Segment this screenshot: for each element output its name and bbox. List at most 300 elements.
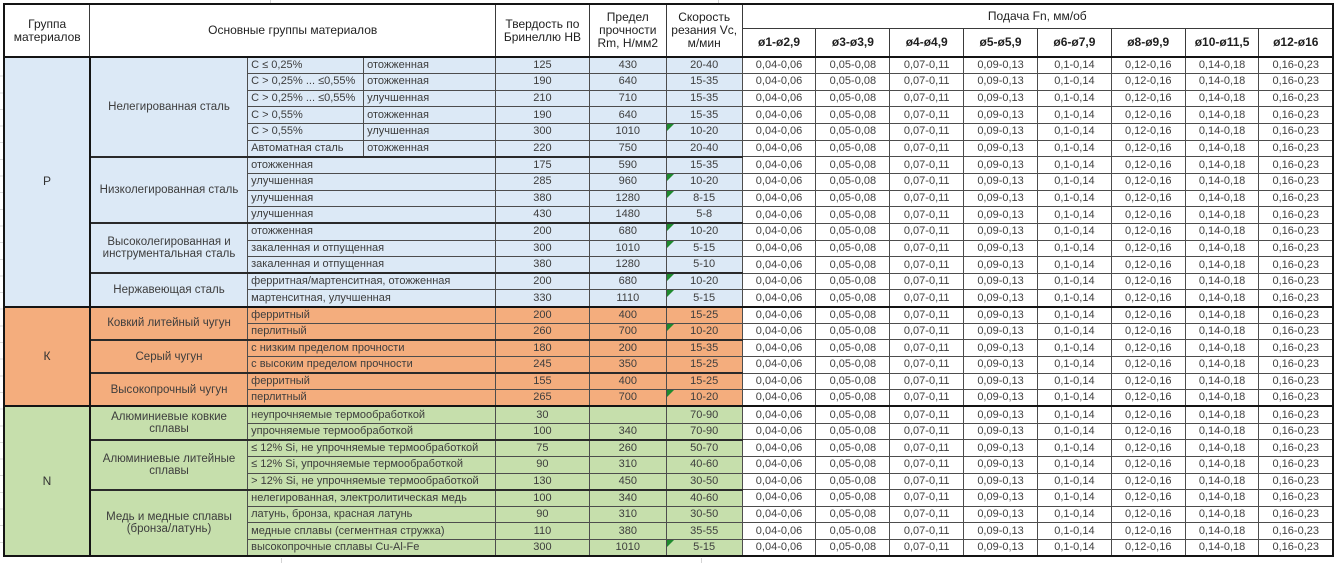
hardness-cell[interactable]: 210 — [496, 90, 590, 107]
speed-cell[interactable]: 10-20 — [666, 124, 742, 141]
condition-cell[interactable]: с низким пределом прочности — [248, 340, 496, 357]
feed-cell[interactable]: 0,05-0,08 — [816, 90, 890, 107]
feed-cell[interactable]: 0,1-0,14 — [1037, 506, 1111, 523]
speed-cell[interactable]: 40-60 — [666, 456, 742, 473]
feed-cell[interactable]: 0,09-0,13 — [964, 373, 1038, 390]
feed-cell[interactable]: 0,05-0,08 — [816, 290, 890, 307]
feed-cell[interactable]: 0,07-0,11 — [890, 74, 964, 91]
condition-cell[interactable]: ферритный — [248, 373, 496, 390]
feed-cell[interactable]: 0,05-0,08 — [816, 223, 890, 240]
hardness-cell[interactable]: 200 — [496, 273, 590, 290]
feed-cell[interactable]: 0,14-0,18 — [1185, 107, 1259, 124]
feed-cell[interactable]: 0,09-0,13 — [964, 90, 1038, 107]
strength-cell[interactable]: 680 — [589, 223, 666, 240]
header-cutting-speed[interactable]: Скорость резания Vc, м/мин — [666, 4, 742, 57]
header-diameter-range[interactable]: ø1-ø2,9 — [742, 28, 816, 57]
speed-cell[interactable]: 5-15 — [666, 240, 742, 257]
feed-cell[interactable]: 0,04-0,06 — [742, 506, 816, 523]
feed-cell[interactable]: 0,07-0,11 — [890, 506, 964, 523]
feed-cell[interactable]: 0,12-0,16 — [1111, 273, 1185, 290]
strength-cell[interactable]: 340 — [589, 490, 666, 507]
feed-cell[interactable]: 0,04-0,06 — [742, 157, 816, 174]
feed-cell[interactable]: 0,09-0,13 — [964, 423, 1038, 440]
feed-cell[interactable]: 0,04-0,06 — [742, 90, 816, 107]
condition-cell[interactable]: ≤ 12% Si, упрочняемые термообработкой — [248, 456, 496, 473]
feed-cell[interactable]: 0,05-0,08 — [816, 240, 890, 257]
feed-cell[interactable]: 0,16-0,23 — [1259, 157, 1333, 174]
header-main-material-groups[interactable]: Основные группы материалов — [90, 4, 496, 57]
subgroup-name-cell[interactable]: Высоколегированная и инструментальная сталь — [90, 223, 248, 273]
feed-cell[interactable]: 0,07-0,11 — [890, 473, 964, 490]
speed-cell[interactable]: 15-25 — [666, 307, 742, 324]
strength-cell[interactable]: 450 — [589, 473, 666, 490]
feed-cell[interactable]: 0,12-0,16 — [1111, 290, 1185, 307]
feed-cell[interactable]: 0,05-0,08 — [816, 540, 890, 557]
feed-cell[interactable]: 0,05-0,08 — [816, 340, 890, 357]
speed-cell[interactable]: 10-20 — [666, 223, 742, 240]
feed-cell[interactable]: 0,16-0,23 — [1259, 440, 1333, 457]
feed-cell[interactable]: 0,09-0,13 — [964, 357, 1038, 374]
feed-cell[interactable]: 0,09-0,13 — [964, 307, 1038, 324]
speed-cell[interactable]: 10-20 — [666, 173, 742, 190]
strength-cell[interactable]: 590 — [589, 157, 666, 174]
subgroup-name-cell[interactable]: Низколегированная сталь — [90, 157, 248, 224]
feed-cell[interactable]: 0,1-0,14 — [1037, 307, 1111, 324]
feed-cell[interactable]: 0,16-0,23 — [1259, 240, 1333, 257]
feed-cell[interactable]: 0,04-0,06 — [742, 540, 816, 557]
group-code-cell[interactable]: N — [4, 406, 90, 556]
speed-cell[interactable]: 30-50 — [666, 473, 742, 490]
condition-cell[interactable]: ≤ 12% Si, не упрочняемые термообработкой — [248, 440, 496, 457]
feed-cell[interactable]: 0,16-0,23 — [1259, 373, 1333, 390]
header-diameter-range[interactable]: ø6-ø7,9 — [1037, 28, 1111, 57]
feed-cell[interactable]: 0,12-0,16 — [1111, 173, 1185, 190]
strength-cell[interactable]: 1480 — [589, 207, 666, 224]
hardness-cell[interactable]: 300 — [496, 124, 590, 141]
hardness-cell[interactable]: 110 — [496, 523, 590, 540]
feed-cell[interactable]: 0,05-0,08 — [816, 506, 890, 523]
feed-cell[interactable]: 0,16-0,23 — [1259, 473, 1333, 490]
feed-cell[interactable]: 0,05-0,08 — [816, 257, 890, 274]
feed-cell[interactable]: 0,14-0,18 — [1185, 257, 1259, 274]
condition-cell[interactable]: перлитный — [248, 323, 496, 340]
feed-cell[interactable]: 0,04-0,06 — [742, 207, 816, 224]
feed-cell[interactable]: 0,14-0,18 — [1185, 140, 1259, 157]
header-feed[interactable]: Подача Fn, мм/об — [742, 4, 1333, 28]
state-cell[interactable]: улучшенная — [364, 124, 496, 141]
feed-cell[interactable]: 0,14-0,18 — [1185, 240, 1259, 257]
feed-cell[interactable]: 0,05-0,08 — [816, 57, 890, 74]
feed-cell[interactable]: 0,09-0,13 — [964, 223, 1038, 240]
feed-cell[interactable]: 0,07-0,11 — [890, 323, 964, 340]
feed-cell[interactable]: 0,1-0,14 — [1037, 373, 1111, 390]
feed-cell[interactable]: 0,1-0,14 — [1037, 440, 1111, 457]
feed-cell[interactable]: 0,05-0,08 — [816, 523, 890, 540]
feed-cell[interactable]: 0,04-0,06 — [742, 357, 816, 374]
speed-cell[interactable]: 70-90 — [666, 406, 742, 423]
speed-cell[interactable]: 5-10 — [666, 257, 742, 274]
feed-cell[interactable]: 0,05-0,08 — [816, 190, 890, 207]
feed-cell[interactable]: 0,04-0,06 — [742, 490, 816, 507]
condition-cell[interactable]: > 12% Si, не упрочняемые термообработкой — [248, 473, 496, 490]
hardness-cell[interactable]: 155 — [496, 373, 590, 390]
strength-cell[interactable] — [589, 406, 666, 423]
group-code-cell[interactable]: P — [4, 57, 90, 307]
feed-cell[interactable]: 0,14-0,18 — [1185, 340, 1259, 357]
condition-cell[interactable]: мартенситная, улучшенная — [248, 290, 496, 307]
speed-cell[interactable]: 15-35 — [666, 74, 742, 91]
state-cell[interactable]: отожженная — [364, 140, 496, 157]
condition-cell[interactable]: C ≤ 0,25% — [248, 57, 364, 74]
feed-cell[interactable]: 0,04-0,06 — [742, 257, 816, 274]
feed-cell[interactable]: 0,09-0,13 — [964, 173, 1038, 190]
hardness-cell[interactable]: 200 — [496, 307, 590, 324]
feed-cell[interactable]: 0,04-0,06 — [742, 373, 816, 390]
condition-cell[interactable]: закаленная и отпущенная — [248, 240, 496, 257]
feed-cell[interactable]: 0,12-0,16 — [1111, 473, 1185, 490]
feed-cell[interactable]: 0,12-0,16 — [1111, 357, 1185, 374]
feed-cell[interactable]: 0,07-0,11 — [890, 157, 964, 174]
strength-cell[interactable]: 430 — [589, 57, 666, 74]
strength-cell[interactable]: 640 — [589, 74, 666, 91]
feed-cell[interactable]: 0,1-0,14 — [1037, 140, 1111, 157]
header-brinell-hardness[interactable]: Твердость по Бринеллю HB — [496, 4, 590, 57]
feed-cell[interactable]: 0,1-0,14 — [1037, 207, 1111, 224]
feed-cell[interactable]: 0,05-0,08 — [816, 207, 890, 224]
feed-cell[interactable]: 0,1-0,14 — [1037, 107, 1111, 124]
feed-cell[interactable]: 0,04-0,06 — [742, 190, 816, 207]
speed-cell[interactable]: 10-20 — [666, 323, 742, 340]
feed-cell[interactable]: 0,1-0,14 — [1037, 456, 1111, 473]
feed-cell[interactable]: 0,09-0,13 — [964, 57, 1038, 74]
speed-cell[interactable]: 15-35 — [666, 90, 742, 107]
strength-cell[interactable]: 1280 — [589, 257, 666, 274]
hardness-cell[interactable]: 300 — [496, 240, 590, 257]
strength-cell[interactable]: 710 — [589, 90, 666, 107]
feed-cell[interactable]: 0,05-0,08 — [816, 473, 890, 490]
feed-cell[interactable]: 0,09-0,13 — [964, 107, 1038, 124]
feed-cell[interactable]: 0,09-0,13 — [964, 290, 1038, 307]
feed-cell[interactable]: 0,12-0,16 — [1111, 423, 1185, 440]
speed-cell[interactable]: 8-15 — [666, 190, 742, 207]
feed-cell[interactable]: 0,07-0,11 — [890, 540, 964, 557]
strength-cell[interactable]: 1110 — [589, 290, 666, 307]
feed-cell[interactable]: 0,09-0,13 — [964, 74, 1038, 91]
feed-cell[interactable]: 0,07-0,11 — [890, 406, 964, 423]
feed-cell[interactable]: 0,1-0,14 — [1037, 490, 1111, 507]
feed-cell[interactable]: 0,04-0,06 — [742, 340, 816, 357]
feed-cell[interactable]: 0,12-0,16 — [1111, 307, 1185, 324]
feed-cell[interactable]: 0,14-0,18 — [1185, 423, 1259, 440]
hardness-cell[interactable]: 90 — [496, 506, 590, 523]
feed-cell[interactable]: 0,14-0,18 — [1185, 406, 1259, 423]
feed-cell[interactable]: 0,05-0,08 — [816, 140, 890, 157]
feed-cell[interactable]: 0,16-0,23 — [1259, 257, 1333, 274]
feed-cell[interactable]: 0,16-0,23 — [1259, 390, 1333, 407]
speed-cell[interactable]: 30-50 — [666, 506, 742, 523]
feed-cell[interactable]: 0,07-0,11 — [890, 257, 964, 274]
feed-cell[interactable]: 0,12-0,16 — [1111, 440, 1185, 457]
condition-cell[interactable]: C > 0,55% — [248, 124, 364, 141]
feed-cell[interactable]: 0,16-0,23 — [1259, 357, 1333, 374]
speed-cell[interactable]: 15-25 — [666, 373, 742, 390]
feed-cell[interactable]: 0,05-0,08 — [816, 74, 890, 91]
feed-cell[interactable]: 0,16-0,23 — [1259, 207, 1333, 224]
speed-cell[interactable]: 5-15 — [666, 290, 742, 307]
strength-cell[interactable]: 640 — [589, 107, 666, 124]
speed-cell[interactable]: 50-70 — [666, 440, 742, 457]
hardness-cell[interactable]: 190 — [496, 107, 590, 124]
condition-cell[interactable]: C > 0,25% ... ≤0,55% — [248, 90, 364, 107]
feed-cell[interactable]: 0,16-0,23 — [1259, 107, 1333, 124]
condition-cell[interactable]: улучшенная — [248, 207, 496, 224]
speed-cell[interactable]: 5-15 — [666, 540, 742, 557]
feed-cell[interactable]: 0,14-0,18 — [1185, 124, 1259, 141]
strength-cell[interactable]: 700 — [589, 390, 666, 407]
feed-cell[interactable]: 0,05-0,08 — [816, 406, 890, 423]
condition-cell[interactable]: с высоким пределом прочности — [248, 357, 496, 374]
feed-cell[interactable]: 0,09-0,13 — [964, 390, 1038, 407]
strength-cell[interactable]: 380 — [589, 523, 666, 540]
feed-cell[interactable]: 0,1-0,14 — [1037, 173, 1111, 190]
speed-cell[interactable]: 15-35 — [666, 340, 742, 357]
strength-cell[interactable]: 310 — [589, 456, 666, 473]
strength-cell[interactable]: 700 — [589, 323, 666, 340]
feed-cell[interactable]: 0,16-0,23 — [1259, 223, 1333, 240]
feed-cell[interactable]: 0,09-0,13 — [964, 523, 1038, 540]
feed-cell[interactable]: 0,04-0,06 — [742, 173, 816, 190]
hardness-cell[interactable]: 175 — [496, 157, 590, 174]
feed-cell[interactable]: 0,1-0,14 — [1037, 406, 1111, 423]
feed-cell[interactable]: 0,04-0,06 — [742, 440, 816, 457]
feed-cell[interactable]: 0,05-0,08 — [816, 323, 890, 340]
feed-cell[interactable]: 0,04-0,06 — [742, 273, 816, 290]
feed-cell[interactable]: 0,05-0,08 — [816, 173, 890, 190]
feed-cell[interactable]: 0,09-0,13 — [964, 140, 1038, 157]
condition-cell[interactable]: Автоматная сталь — [248, 140, 364, 157]
subgroup-name-cell[interactable]: Ковкий литейный чугун — [90, 307, 248, 340]
state-cell[interactable]: улучшенная — [364, 90, 496, 107]
condition-cell[interactable]: ферритная/мартенситная, отожженная — [248, 273, 496, 290]
feed-cell[interactable]: 0,16-0,23 — [1259, 540, 1333, 557]
feed-cell[interactable]: 0,07-0,11 — [890, 440, 964, 457]
feed-cell[interactable]: 0,07-0,11 — [890, 207, 964, 224]
feed-cell[interactable]: 0,12-0,16 — [1111, 140, 1185, 157]
hardness-cell[interactable]: 75 — [496, 440, 590, 457]
speed-cell[interactable]: 15-35 — [666, 107, 742, 124]
feed-cell[interactable]: 0,07-0,11 — [890, 173, 964, 190]
feed-cell[interactable]: 0,05-0,08 — [816, 273, 890, 290]
feed-cell[interactable]: 0,14-0,18 — [1185, 357, 1259, 374]
feed-cell[interactable]: 0,09-0,13 — [964, 540, 1038, 557]
feed-cell[interactable]: 0,14-0,18 — [1185, 190, 1259, 207]
condition-cell[interactable]: ферритный — [248, 307, 496, 324]
feed-cell[interactable]: 0,09-0,13 — [964, 473, 1038, 490]
subgroup-name-cell[interactable]: Нелегированная сталь — [90, 57, 248, 157]
feed-cell[interactable]: 0,14-0,18 — [1185, 74, 1259, 91]
feed-cell[interactable]: 0,16-0,23 — [1259, 57, 1333, 74]
feed-cell[interactable]: 0,12-0,16 — [1111, 323, 1185, 340]
feed-cell[interactable]: 0,14-0,18 — [1185, 273, 1259, 290]
feed-cell[interactable]: 0,09-0,13 — [964, 207, 1038, 224]
feed-cell[interactable]: 0,09-0,13 — [964, 257, 1038, 274]
header-material-group[interactable]: Группа материалов — [4, 4, 90, 57]
feed-cell[interactable]: 0,1-0,14 — [1037, 273, 1111, 290]
feed-cell[interactable]: 0,07-0,11 — [890, 240, 964, 257]
condition-cell[interactable]: высокопрочные сплавы Cu-Al-Fe — [248, 540, 496, 557]
feed-cell[interactable]: 0,07-0,11 — [890, 373, 964, 390]
hardness-cell[interactable]: 260 — [496, 323, 590, 340]
feed-cell[interactable]: 0,16-0,23 — [1259, 423, 1333, 440]
feed-cell[interactable]: 0,14-0,18 — [1185, 57, 1259, 74]
feed-cell[interactable]: 0,04-0,06 — [742, 57, 816, 74]
speed-cell[interactable]: 20-40 — [666, 140, 742, 157]
feed-cell[interactable]: 0,12-0,16 — [1111, 406, 1185, 423]
feed-cell[interactable]: 0,16-0,23 — [1259, 340, 1333, 357]
feed-cell[interactable]: 0,05-0,08 — [816, 307, 890, 324]
feed-cell[interactable]: 0,04-0,06 — [742, 307, 816, 324]
feed-cell[interactable]: 0,1-0,14 — [1037, 124, 1111, 141]
feed-cell[interactable]: 0,14-0,18 — [1185, 90, 1259, 107]
feed-cell[interactable]: 0,09-0,13 — [964, 124, 1038, 141]
hardness-cell[interactable]: 130 — [496, 473, 590, 490]
feed-cell[interactable]: 0,16-0,23 — [1259, 323, 1333, 340]
feed-cell[interactable]: 0,12-0,16 — [1111, 373, 1185, 390]
feed-cell[interactable]: 0,07-0,11 — [890, 273, 964, 290]
feed-cell[interactable]: 0,05-0,08 — [816, 456, 890, 473]
feed-cell[interactable]: 0,04-0,06 — [742, 223, 816, 240]
condition-cell[interactable]: нелегированная, электролитическая медь — [248, 490, 496, 507]
strength-cell[interactable]: 750 — [589, 140, 666, 157]
feed-cell[interactable]: 0,14-0,18 — [1185, 390, 1259, 407]
header-diameter-range[interactable]: ø4-ø4,9 — [890, 28, 964, 57]
feed-cell[interactable]: 0,16-0,23 — [1259, 74, 1333, 91]
hardness-cell[interactable]: 100 — [496, 490, 590, 507]
feed-cell[interactable]: 0,16-0,23 — [1259, 190, 1333, 207]
feed-cell[interactable]: 0,12-0,16 — [1111, 523, 1185, 540]
hardness-cell[interactable]: 330 — [496, 290, 590, 307]
feed-cell[interactable]: 0,1-0,14 — [1037, 240, 1111, 257]
state-cell[interactable]: отожженная — [364, 74, 496, 91]
feed-cell[interactable]: 0,12-0,16 — [1111, 90, 1185, 107]
state-cell[interactable]: отожженная — [364, 57, 496, 74]
header-diameter-range[interactable]: ø12-ø16 — [1259, 28, 1333, 57]
state-cell[interactable]: отожженная — [364, 107, 496, 124]
feed-cell[interactable]: 0,07-0,11 — [890, 357, 964, 374]
feed-cell[interactable]: 0,12-0,16 — [1111, 74, 1185, 91]
feed-cell[interactable]: 0,09-0,13 — [964, 190, 1038, 207]
feed-cell[interactable]: 0,1-0,14 — [1037, 340, 1111, 357]
feed-cell[interactable]: 0,09-0,13 — [964, 440, 1038, 457]
strength-cell[interactable]: 1010 — [589, 240, 666, 257]
strength-cell[interactable]: 350 — [589, 357, 666, 374]
hardness-cell[interactable]: 30 — [496, 406, 590, 423]
feed-cell[interactable]: 0,16-0,23 — [1259, 140, 1333, 157]
feed-cell[interactable]: 0,14-0,18 — [1185, 290, 1259, 307]
feed-cell[interactable]: 0,14-0,18 — [1185, 307, 1259, 324]
hardness-cell[interactable]: 285 — [496, 173, 590, 190]
feed-cell[interactable]: 0,14-0,18 — [1185, 490, 1259, 507]
subgroup-name-cell[interactable]: Медь и медные сплавы (бронза/латунь) — [90, 490, 248, 557]
feed-cell[interactable]: 0,04-0,06 — [742, 140, 816, 157]
feed-cell[interactable]: 0,05-0,08 — [816, 157, 890, 174]
feed-cell[interactable]: 0,09-0,13 — [964, 273, 1038, 290]
feed-cell[interactable]: 0,12-0,16 — [1111, 490, 1185, 507]
feed-cell[interactable]: 0,12-0,16 — [1111, 506, 1185, 523]
hardness-cell[interactable]: 245 — [496, 357, 590, 374]
feed-cell[interactable]: 0,04-0,06 — [742, 107, 816, 124]
feed-cell[interactable]: 0,12-0,16 — [1111, 540, 1185, 557]
speed-cell[interactable]: 15-25 — [666, 357, 742, 374]
feed-cell[interactable]: 0,1-0,14 — [1037, 357, 1111, 374]
header-tensile-strength[interactable]: Предел прочности Rm, Н/мм2 — [589, 4, 666, 57]
feed-cell[interactable]: 0,16-0,23 — [1259, 506, 1333, 523]
feed-cell[interactable]: 0,1-0,14 — [1037, 473, 1111, 490]
feed-cell[interactable]: 0,12-0,16 — [1111, 340, 1185, 357]
feed-cell[interactable]: 0,07-0,11 — [890, 290, 964, 307]
feed-cell[interactable]: 0,1-0,14 — [1037, 323, 1111, 340]
feed-cell[interactable]: 0,12-0,16 — [1111, 107, 1185, 124]
feed-cell[interactable]: 0,07-0,11 — [890, 490, 964, 507]
speed-cell[interactable]: 10-20 — [666, 273, 742, 290]
feed-cell[interactable]: 0,09-0,13 — [964, 406, 1038, 423]
feed-cell[interactable]: 0,07-0,11 — [890, 107, 964, 124]
condition-cell[interactable]: улучшенная — [248, 173, 496, 190]
feed-cell[interactable]: 0,07-0,11 — [890, 190, 964, 207]
feed-cell[interactable]: 0,04-0,06 — [742, 74, 816, 91]
feed-cell[interactable]: 0,09-0,13 — [964, 157, 1038, 174]
feed-cell[interactable]: 0,09-0,13 — [964, 240, 1038, 257]
hardness-cell[interactable]: 300 — [496, 540, 590, 557]
feed-cell[interactable]: 0,14-0,18 — [1185, 456, 1259, 473]
condition-cell[interactable]: неупрочняемые термообработкой — [248, 406, 496, 423]
feed-cell[interactable]: 0,05-0,08 — [816, 124, 890, 141]
strength-cell[interactable]: 1010 — [589, 124, 666, 141]
strength-cell[interactable]: 960 — [589, 173, 666, 190]
feed-cell[interactable]: 0,04-0,06 — [742, 523, 816, 540]
feed-cell[interactable]: 0,07-0,11 — [890, 390, 964, 407]
feed-cell[interactable]: 0,12-0,16 — [1111, 190, 1185, 207]
feed-cell[interactable]: 0,04-0,06 — [742, 423, 816, 440]
feed-cell[interactable]: 0,12-0,16 — [1111, 390, 1185, 407]
speed-cell[interactable]: 10-20 — [666, 390, 742, 407]
condition-cell[interactable]: медные сплавы (сегментная стружка) — [248, 523, 496, 540]
feed-cell[interactable]: 0,12-0,16 — [1111, 124, 1185, 141]
feed-cell[interactable]: 0,12-0,16 — [1111, 240, 1185, 257]
feed-cell[interactable]: 0,16-0,23 — [1259, 456, 1333, 473]
feed-cell[interactable]: 0,16-0,23 — [1259, 307, 1333, 324]
feed-cell[interactable]: 0,04-0,06 — [742, 406, 816, 423]
strength-cell[interactable]: 310 — [589, 506, 666, 523]
feed-cell[interactable]: 0,09-0,13 — [964, 506, 1038, 523]
subgroup-name-cell[interactable]: Нержавеющая сталь — [90, 273, 248, 306]
feed-cell[interactable]: 0,04-0,06 — [742, 240, 816, 257]
feed-cell[interactable]: 0,07-0,11 — [890, 124, 964, 141]
condition-cell[interactable]: отожженная — [248, 223, 496, 240]
header-diameter-range[interactable]: ø8-ø9,9 — [1111, 28, 1185, 57]
feed-cell[interactable]: 0,04-0,06 — [742, 456, 816, 473]
feed-cell[interactable]: 0,1-0,14 — [1037, 257, 1111, 274]
strength-cell[interactable]: 1280 — [589, 190, 666, 207]
hardness-cell[interactable]: 125 — [496, 57, 590, 74]
hardness-cell[interactable]: 430 — [496, 207, 590, 224]
header-diameter-range[interactable]: ø5-ø5,9 — [964, 28, 1038, 57]
hardness-cell[interactable]: 200 — [496, 223, 590, 240]
feed-cell[interactable]: 0,04-0,06 — [742, 323, 816, 340]
feed-cell[interactable]: 0,07-0,11 — [890, 57, 964, 74]
feed-cell[interactable]: 0,12-0,16 — [1111, 157, 1185, 174]
strength-cell[interactable]: 680 — [589, 273, 666, 290]
